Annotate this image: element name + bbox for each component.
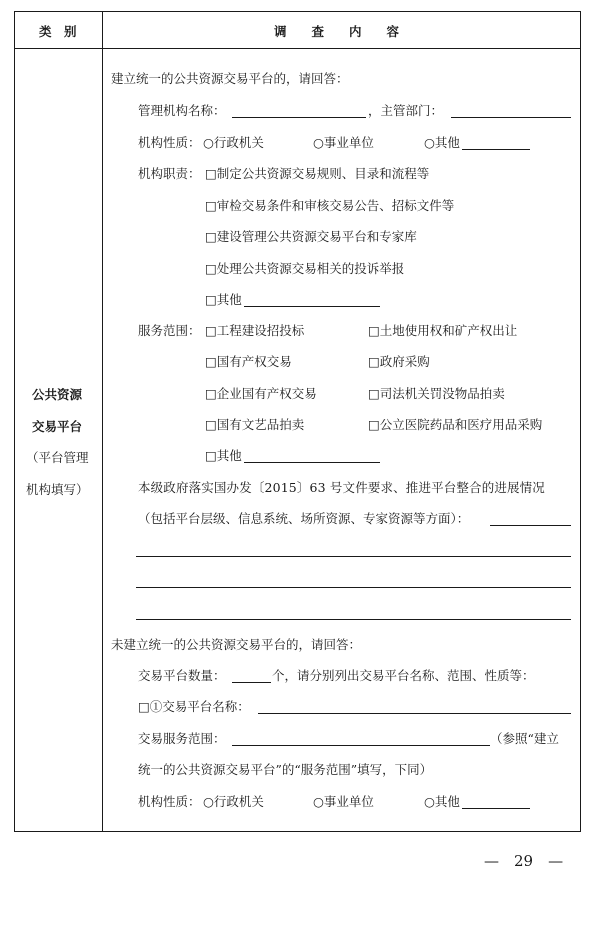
progress-field-2[interactable] xyxy=(136,556,571,557)
header-bottom-border xyxy=(14,48,581,49)
header-content: 调 查 内 容 xyxy=(274,24,400,39)
table-right-border xyxy=(580,11,581,831)
service-scope-label: 交易服务范围： xyxy=(138,731,226,746)
table-bottom-border xyxy=(14,831,581,832)
header-category: 类 别 xyxy=(39,24,77,39)
scope-right-2[interactable]: □政府采购 xyxy=(368,354,430,369)
scope-right-1[interactable]: □土地使用权和矿产权出让 xyxy=(368,323,518,338)
supervisor-label: ，主管部门： xyxy=(368,103,444,118)
duty-item-4[interactable]: □处理公共资源交易相关的投诉举报 xyxy=(205,261,405,276)
section-a-title: 建立统一的公共资源交易平台的，请回答： xyxy=(111,71,349,86)
platform-name-label[interactable]: □①交易平台名称： xyxy=(138,699,250,714)
mgmt-name-field[interactable] xyxy=(232,117,366,118)
scope-left-3[interactable]: □企业国有产权交易 xyxy=(205,386,317,401)
category-line-3: （平台管理 xyxy=(26,450,89,465)
nature-option-institution-b[interactable]: ○事业单位 xyxy=(313,794,374,809)
category-line-2: 交易平台 xyxy=(32,419,83,434)
progress-text-2: （包括平台层级、信息系统、场所资源、专家资源等方面）： xyxy=(138,511,470,526)
progress-field-4[interactable] xyxy=(136,619,571,620)
platform-name-field[interactable] xyxy=(258,713,571,714)
mgmt-name-label: 管理机构名称： xyxy=(138,103,226,118)
progress-text-1: 本级政府落实国办发〔2015〕63 号文件要求、推进平台整合的进展情况 xyxy=(138,480,545,495)
service-scope-note-2: 统一的公共资源交易平台”的“服务范围”填写，下同） xyxy=(138,762,433,777)
table-left-border xyxy=(14,11,15,831)
table-column-divider xyxy=(102,11,103,831)
nature-other-field-b[interactable] xyxy=(462,808,530,809)
nature-option-other-a[interactable]: ○其他 xyxy=(424,135,460,150)
scope-right-3[interactable]: □司法机关罚没物品拍卖 xyxy=(368,386,505,401)
count-label-pre: 交易平台数量： xyxy=(138,668,226,683)
duty-other-field[interactable] xyxy=(244,306,380,307)
nature-option-other-b[interactable]: ○其他 xyxy=(424,794,460,809)
duty-label: 机构职责： xyxy=(138,166,201,181)
supervisor-field[interactable] xyxy=(451,117,571,118)
scope-label: 服务范围： xyxy=(138,323,201,338)
scope-left-1[interactable]: □工程建设招投标 xyxy=(205,323,305,338)
nature-other-field-a[interactable] xyxy=(462,149,530,150)
service-scope-note: （参照“建立 xyxy=(490,731,559,746)
nature-option-admin-b[interactable]: ○行政机关 xyxy=(203,794,264,809)
section-b-title: 未建立统一的公共资源交易平台的，请回答： xyxy=(111,637,362,652)
nature-label-a: 机构性质： xyxy=(138,135,201,150)
nature-option-admin-a[interactable]: ○行政机关 xyxy=(203,135,264,150)
category-line-1: 公共资源 xyxy=(32,387,83,402)
duty-item-3[interactable]: □建设管理公共资源交易平台和专家库 xyxy=(205,229,417,244)
duty-item-2[interactable]: □审检交易条件和审核交易公告、招标文件等 xyxy=(205,198,455,213)
nature-option-institution-a[interactable]: ○事业单位 xyxy=(313,135,374,150)
category-line-4: 机构填写） xyxy=(26,482,89,497)
scope-left-2[interactable]: □国有产权交易 xyxy=(205,354,292,369)
count-label-post: 个，请分别列出交易平台名称、范围、性质等： xyxy=(272,668,535,683)
progress-field-3[interactable] xyxy=(136,587,571,588)
scope-right-4[interactable]: □公立医院药品和医疗用品采购 xyxy=(368,417,543,432)
progress-field-1[interactable] xyxy=(490,525,571,526)
service-scope-field[interactable] xyxy=(232,745,490,746)
scope-left-other[interactable]: □其他 xyxy=(205,448,242,463)
duty-item-1[interactable]: □制定公共资源交易规则、目录和流程等 xyxy=(205,166,430,181)
scope-other-field[interactable] xyxy=(244,462,380,463)
nature-label-b: 机构性质： xyxy=(138,794,201,809)
duty-item-other[interactable]: □其他 xyxy=(205,292,242,307)
page-number: — 29 — xyxy=(484,852,564,870)
table-top-border xyxy=(14,11,581,12)
scope-left-4[interactable]: □国有文艺品拍卖 xyxy=(205,417,305,432)
count-field[interactable] xyxy=(232,682,271,683)
